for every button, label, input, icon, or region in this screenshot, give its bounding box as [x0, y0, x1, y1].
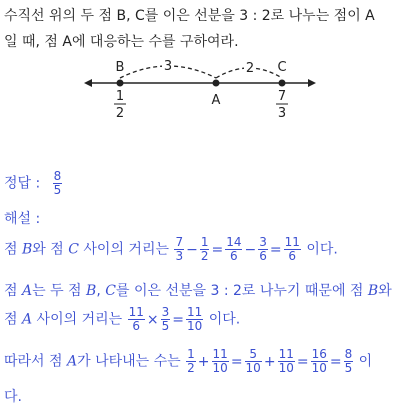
ratio-right-label: 2	[245, 61, 255, 76]
answer-fraction: $\frac{8}{5}$	[53, 169, 62, 198]
arrow-left-icon	[84, 79, 92, 87]
c-value-numerator: 7	[277, 89, 287, 104]
point-c	[279, 80, 286, 87]
point-b	[117, 80, 124, 87]
explanation-label: 해설 :	[4, 211, 41, 227]
fraction: $\frac{11}{10}$	[212, 347, 228, 376]
fraction: $\frac{8}{5}$	[344, 347, 353, 376]
explanation-line-3: 점 A 사이의 거리는 $\frac{11}{6}$ × $\frac{3}{5}$ = $\frac{11}{10}$ 이다.	[4, 305, 241, 334]
fraction: $\frac{1}{2}$	[200, 235, 209, 264]
explanation-line-4: 따라서 점 A가 나타내는 수는 $\frac{1}{2}$ + $\frac{11}{10}$ = $\frac{5}{10}$ + $\frac{11}{10}$ = $\frac{16}{10}$ = $\frac{8}{5}$ 이	[4, 347, 373, 376]
label-c: C	[277, 60, 287, 75]
fraction: $\frac{11}{6}$	[284, 235, 300, 264]
fraction: $\frac{11}{6}$	[128, 305, 144, 334]
explanation-line-1: 점 B와 점 C 사이의 거리는 $\frac{7}{3}$ − $\frac{1}{2}$ = $\frac{14}{6}$ − $\frac{3}{6}$ = $\frac{11}{6}$ 이다.	[4, 235, 338, 264]
fraction: $\frac{5}{10}$	[245, 347, 261, 376]
explanation-line-2: 점 A는 두 점 B, C를 이은 선분을 3 : 2로 나누기 때문에 점 B와	[4, 283, 392, 299]
ratio-left-label: 3	[163, 59, 173, 74]
answer-line	[4, 170, 63, 197]
answer-label: 정답 :	[4, 175, 41, 192]
fraction: $\frac{7}{3}$	[175, 235, 184, 264]
question-line-1: 수직선 위의 두 점 B, C를 이은 선분을 3 : 2로 나누는 점이 A	[4, 8, 375, 24]
c-value-denominator: 3	[277, 106, 287, 121]
arrow-right-icon	[308, 79, 316, 87]
question-line-2: 일 때, 점 A에 대응하는 수를 구하여라.	[4, 34, 239, 50]
fraction: $\frac{11}{10}$	[187, 305, 203, 334]
point-a	[213, 80, 220, 87]
explanation-line-5: 다.	[4, 389, 22, 405]
b-value-numerator: 1	[115, 89, 125, 104]
fraction: $\frac{14}{6}$	[226, 235, 242, 264]
fraction: $\frac{16}{10}$	[311, 347, 327, 376]
fraction: $\frac{1}{2}$	[187, 347, 195, 376]
b-value-denominator: 2	[115, 106, 125, 121]
number-line-figure	[80, 56, 320, 124]
fraction: $\frac{3}{5}$	[161, 305, 170, 334]
fraction: $\frac{3}{6}$	[259, 235, 267, 264]
label-a: A	[211, 93, 221, 108]
fraction: $\frac{11}{10}$	[278, 347, 294, 376]
label-b: B	[115, 60, 125, 75]
